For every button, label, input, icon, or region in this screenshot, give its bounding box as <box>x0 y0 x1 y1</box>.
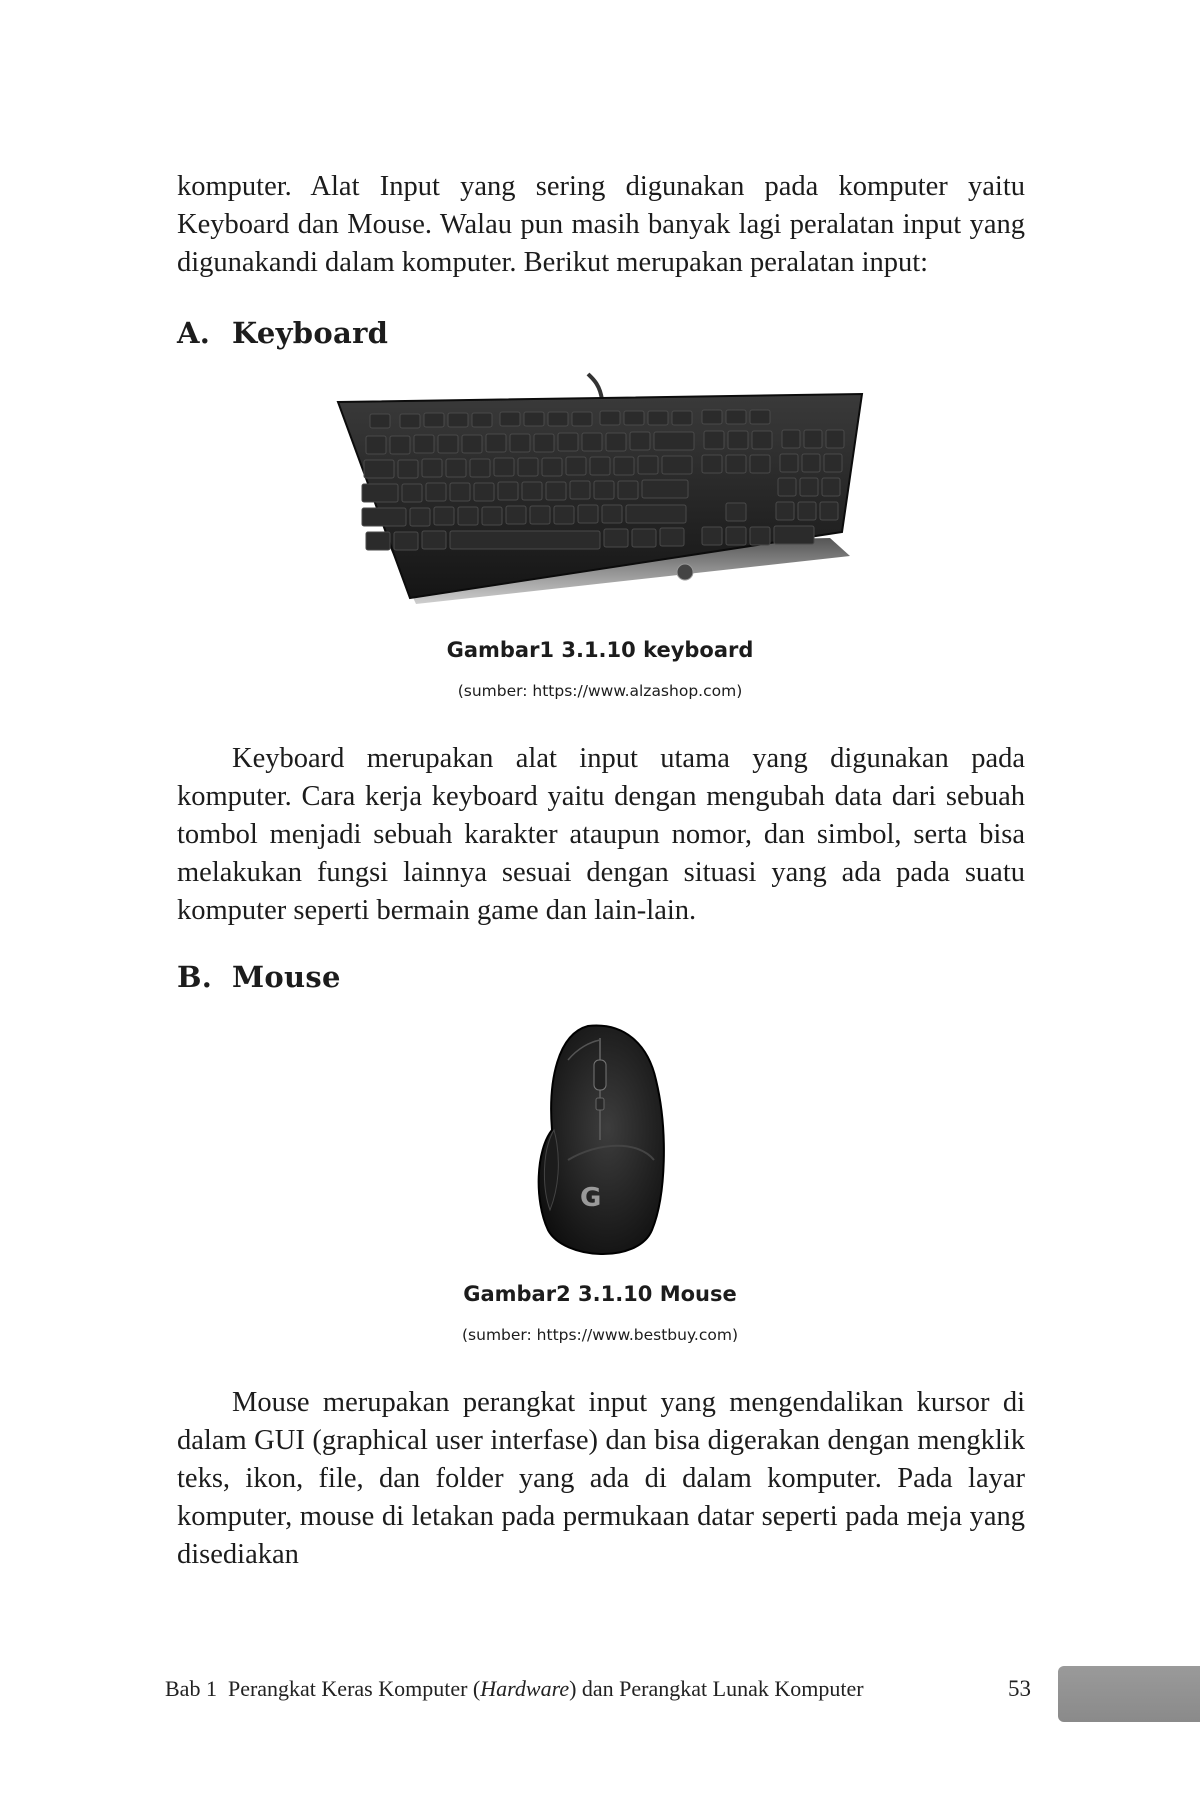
page-edge-tab <box>1058 1666 1200 1722</box>
section-a-label: A. <box>177 316 211 350</box>
section-a-title: Keyboard <box>232 316 389 350</box>
figure2-source: (sumber: https://www.bestbuy.com) <box>462 1326 738 1344</box>
figure1-source: (sumber: https://www.alzashop.com) <box>457 682 743 700</box>
section-b-heading <box>177 960 341 994</box>
mouse-paragraph: Mouse merupakan perangkat input yang mengendalikan kursor di dalam GUI (graphical user interfase) dan bisa digerakan dengan mengklik teks, ikon, file, dan folder yang ada di dalam komputer. Pada layar komputer, mouse di letakan pada permukaan datar seperti pada meja yang disediakan <box>177 1387 1025 1570</box>
keyboard-image <box>330 372 870 612</box>
page-footer <box>165 1676 864 1702</box>
figure1-caption: Gambar1 3.1.10 keyboard <box>446 638 754 662</box>
svg-text:G: G <box>580 1183 602 1213</box>
intro-paragraph: komputer. Alat Input yang sering digunakan pada komputer yaitu Keyboard dan Mouse. Walau pun masih banyak lagi peralatan input yang digunakandi dalam komputer. Berikut merupakan peralatan input: <box>177 171 1025 278</box>
footer-title-after: ) dan Perangkat Lunak Komputer <box>569 1676 864 1701</box>
section-b-label: B. <box>177 960 213 994</box>
mouse-image <box>528 1020 674 1268</box>
footer-chapter: Bab 1 <box>165 1676 217 1701</box>
keyboard-paragraph: Keyboard merupakan alat input utama yang digunakan pada komputer. Cara kerja keyboard yaitu dengan mengubah data dari sebuah tombol menjadi sebuah karakter ataupun nomor, dan simbol, serta bisa melakukan fungsi lainnya sesuai dengan situasi yang ada pada suatu komputer seperti bermain game dan lain-lain. <box>177 743 1025 926</box>
section-b-title: Mouse <box>232 960 341 994</box>
page-number: 53 <box>1008 1676 1031 1701</box>
footer-title-italic: Hardware <box>480 1676 570 1701</box>
section-a-heading <box>177 316 388 350</box>
figure2-caption: Gambar2 3.1.10 Mouse <box>463 1282 737 1306</box>
footer-title-before: Perangkat Keras Komputer ( <box>227 1676 481 1701</box>
